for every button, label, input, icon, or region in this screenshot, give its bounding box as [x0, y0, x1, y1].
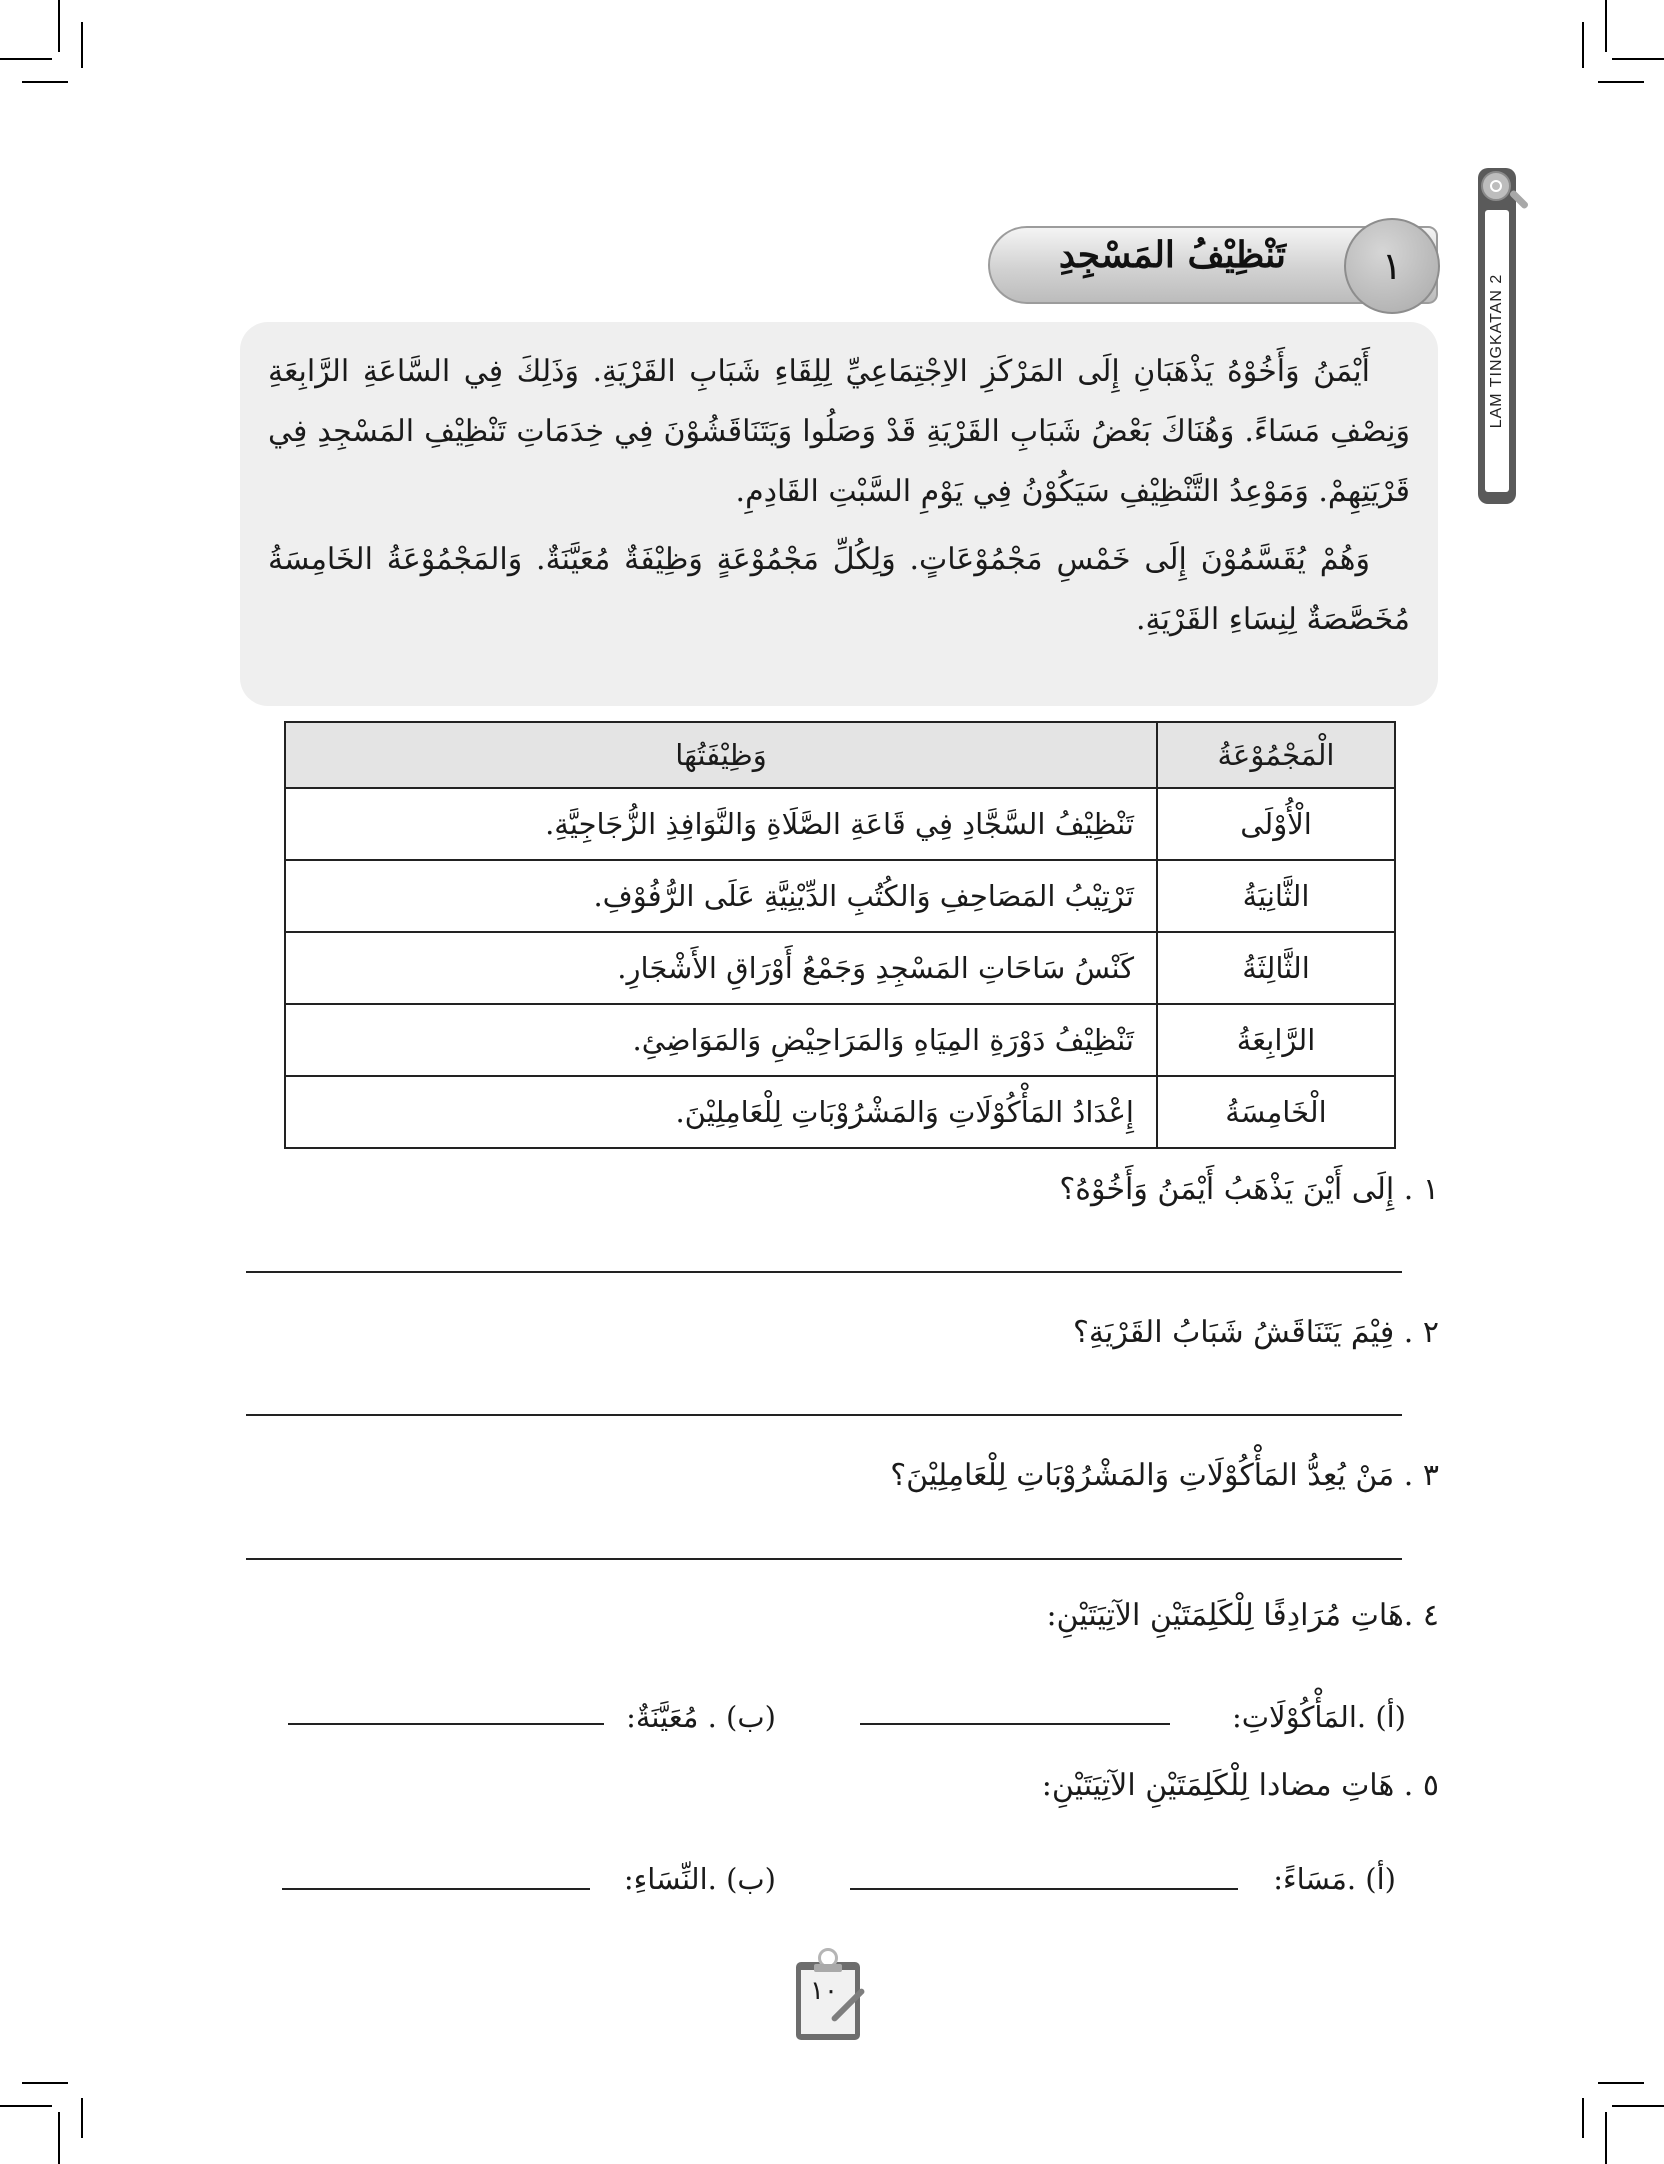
header-group: الْمَجْمُوْعَةُ [1157, 722, 1395, 788]
question-1: ١ . إِلَى أَيْنَ يَذْهَبُ أَيْمَنُ وَأَخُوْهُ؟ [1059, 1172, 1439, 1207]
q4-item-b-label: (ب) . مُعَيَّنَةٌ: [626, 1700, 776, 1734]
q5-item-a-blank[interactable] [850, 1888, 1238, 1890]
cell-group: الْأُوْلَى [1157, 788, 1395, 860]
side-tab [1478, 168, 1516, 504]
q5-item-b-label: (ب) .النِّسَاءِ: [623, 1862, 776, 1896]
table-header-row [285, 722, 1395, 788]
question-4: ٤ .هَاتِ مُرَادِفًا لِلْكَلِمَتَيْنِ الآتِيَتَيْنِ: [1046, 1598, 1439, 1633]
section-title-banner [988, 226, 1438, 304]
cell-task: كَنْسُ سَاحَاتِ المَسْجِدِ وَجَمْعُ أَوْرَاقِ الأَشْجَارِ. [285, 932, 1157, 1004]
q5-item-a-label: (أ) .مَسَاءً: [1273, 1862, 1396, 1896]
clipboard-pencil-icon [796, 1962, 860, 2040]
q4-item-a-blank[interactable] [860, 1723, 1170, 1725]
table-row [285, 1076, 1395, 1148]
cell-group: الرَّابِعَةُ [1157, 1004, 1395, 1076]
passage-paragraph: وَهُمْ يُقَسَّمُوْنَ إِلَى خَمْسِ مَجْمُوْعَاتٍ. وَلِكُلِّ مَجْمُوْعَةٍ وَظِيْفَةٌ مُعَيَّنَةٌ. وَالمَجْمُوْعَةُ الخَامِسَةُ مُخَصَّصَةٌ لِنِسَاءِ القَرْيَةِ. [268, 542, 1410, 637]
cell-group: الثَّالِثَةُ [1157, 932, 1395, 1004]
section-number-badge [1344, 218, 1440, 314]
q5-item-b-blank[interactable] [282, 1888, 590, 1890]
q4-item-a-label: (أ) .المَأْكُوْلَاتِ: [1231, 1700, 1406, 1734]
table-row [285, 788, 1395, 860]
answer-line-2[interactable] [246, 1414, 1402, 1416]
cell-task: تَنْظِيْفُ دَوْرَةِ المِيَاهِ وَالمَرَاحِيْضِ وَالمَوَاضِئِ. [285, 1004, 1157, 1076]
passage-paragraph: أَيْمَنُ وَأَخُوْهُ يَذْهَبَانِ إِلَى المَرْكَزِ الاِجْتِمَاعِيِّ لِلِقَاءِ شَبَابِ القَرْيَةِ. وَذَلِكَ فِي السَّاعَةِ الرَّابِعَةِ وَنِصْفِ مَسَاءً. وَهُنَاكَ بَعْضُ شَبَابِ القَرْيَةِ قَدْ وَصَلُوا وَيَتَنَاقَشُوْنَ فِي خِدَمَاتِ تَنْظِيْفِ المَسْجِدِ فِي قَرْيَتِهِمْ. وَمَوْعِدُ التَّنْظِيْفِ سَيَكُوْنُ فِي يَوْمِ السَّبْتِ القَادِمِ. [268, 354, 1410, 509]
page-number: ١٠ [810, 1976, 838, 2006]
magnifier-icon [1481, 171, 1511, 201]
answer-line-3[interactable] [246, 1558, 1402, 1560]
side-tab-label: LAM TINGKATAN 2 [1488, 273, 1505, 429]
table-row [285, 932, 1395, 1004]
question-2: ٢ . فِيْمَ يَتَنَاقَشُ شَبَابُ القَرْيَةِ؟ [1072, 1315, 1439, 1350]
table-row [285, 1004, 1395, 1076]
table-row [285, 860, 1395, 932]
groups-table [284, 721, 1396, 1149]
cell-task: تَنْظِيْفُ السَّجَّادِ فِي قَاعَةِ الصَّلَاةِ وَالنَّوَافِذِ الزُّجَاجِيَّةِ. [285, 788, 1157, 860]
question-3: ٣ . مَنْ يُعِدُّ المَأْكُوْلَاتِ وَالمَشْرُوْبَاتِ لِلْعَامِلِيْنَ؟ [890, 1458, 1439, 1493]
reading-passage [240, 322, 1438, 706]
question-5: ٥ . هَاتِ مضادا لِلْكَلِمَتَيْنِ الآتِيَتَيْنِ: [1041, 1768, 1439, 1803]
section-number: ١ [1381, 244, 1403, 288]
q4-item-b-blank[interactable] [288, 1723, 604, 1725]
cell-task: تَرْتِيْبُ المَصَاحِفِ وَالكُتُبِ الدِّيْنِيَّةِ عَلَى الرُّفُوْفِ. [285, 860, 1157, 932]
cell-task: إِعْدَادُ المَأْكُوْلَاتِ وَالمَشْرُوْبَاتِ لِلْعَامِلِيْنَ. [285, 1076, 1157, 1148]
header-task: وَظِيْفَتُهَا [285, 722, 1157, 788]
clipboard-clip [814, 1964, 842, 1972]
cell-group: الْخَامِسَةُ [1157, 1076, 1395, 1148]
answer-line-1[interactable] [246, 1271, 1402, 1273]
cell-group: الثَّانِيَةُ [1157, 860, 1395, 932]
section-title: تَنْظِيْفُ المَسْجِدِ [1058, 234, 1286, 276]
magnifier-handle [1509, 189, 1530, 210]
